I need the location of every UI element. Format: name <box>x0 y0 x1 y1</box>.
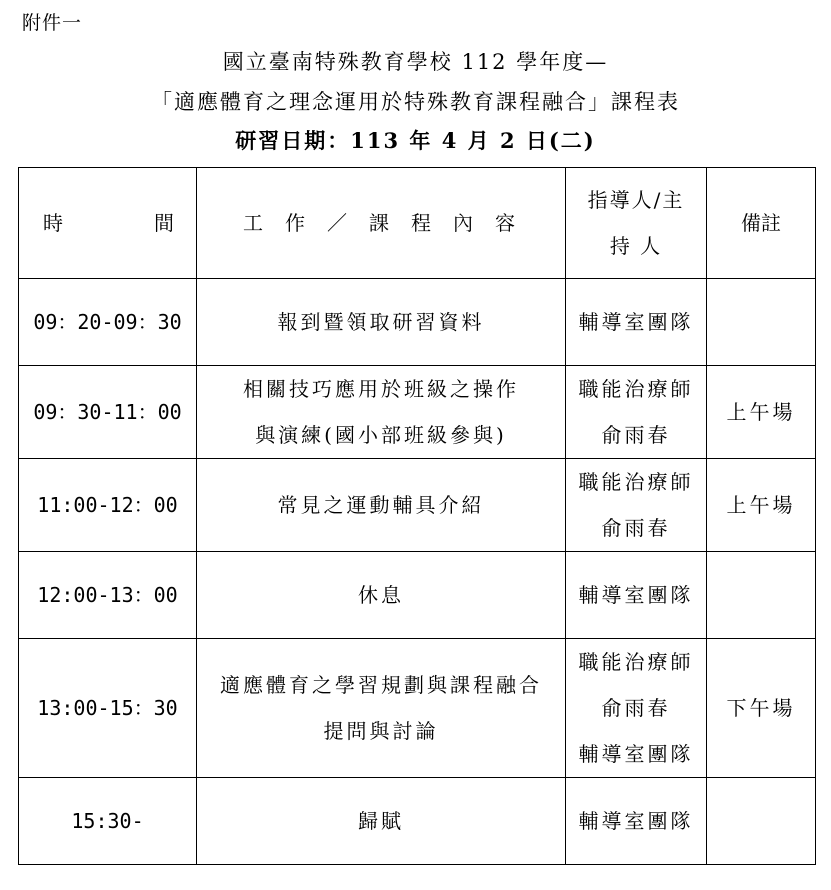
content-line: 相關技巧應用於班級之操作 <box>243 377 519 401</box>
workshop-date: 研習日期：113 年 4 月 2 日(二) <box>235 128 596 153</box>
time-cell: 12:00-13：00 <box>19 552 197 639</box>
content-cell <box>197 279 566 366</box>
table-row <box>19 778 816 865</box>
header-content-label: 工作／課程內容 <box>243 211 537 235</box>
content-line: 與演練(國小部班級參與) <box>255 423 507 447</box>
host-cell <box>566 778 707 865</box>
note-cell: 下午場 <box>707 639 816 778</box>
host-cell <box>566 279 707 366</box>
header-note-label: 備註 <box>741 211 781 235</box>
table-header-row <box>19 168 816 279</box>
content-line: 歸賦 <box>358 809 404 833</box>
host-line: 俞雨春 <box>601 516 671 540</box>
content-cell <box>197 552 566 639</box>
header-host-line-2: 持 人 <box>609 234 663 258</box>
time-cell: 15:30- <box>19 778 197 865</box>
content-line: 適應體育之學習規劃與課程融合 <box>220 673 542 697</box>
content-line: 常見之運動輔具介紹 <box>277 493 485 517</box>
host-line: 輔導室團隊 <box>578 742 694 766</box>
content-line: 休息 <box>358 583 404 607</box>
table-row <box>19 279 816 366</box>
content-cell <box>197 366 566 459</box>
header-time <box>19 168 197 279</box>
header-note <box>707 168 816 279</box>
header-host-line-1: 指導人/主 <box>587 188 685 212</box>
document-title-line-2: 「適應體育之理念運用於特殊教育課程融合」課程表 <box>151 90 680 114</box>
time-cell: 09：30-11：00 <box>19 366 197 459</box>
header-time-char-1: 時 <box>43 211 63 235</box>
host-line: 職能治療師 <box>578 470 694 494</box>
note-cell: 上午場 <box>707 366 816 459</box>
table-row <box>19 459 816 552</box>
schedule-body <box>19 279 816 865</box>
host-cell <box>566 552 707 639</box>
host-cell <box>566 459 707 552</box>
time-cell: 09：20-09：30 <box>19 279 197 366</box>
document-title-line-1: 國立臺南特殊教育學校 112 學年度— <box>222 50 609 74</box>
note-cell <box>707 778 816 865</box>
host-line: 輔導室團隊 <box>578 310 694 334</box>
content-cell <box>197 459 566 552</box>
table-row <box>19 366 816 459</box>
note-cell <box>707 552 816 639</box>
host-line: 輔導室團隊 <box>578 583 694 607</box>
header-content <box>197 168 566 279</box>
host-cell <box>566 639 707 778</box>
schedule-table <box>18 167 816 865</box>
table-row <box>19 552 816 639</box>
header-time-char-2: 間 <box>154 211 174 235</box>
header-host <box>566 168 707 279</box>
host-cell <box>566 366 707 459</box>
table-row <box>19 639 816 778</box>
host-line: 職能治療師 <box>578 650 694 674</box>
time-cell: 13:00-15：30 <box>19 639 197 778</box>
host-line: 俞雨春 <box>601 423 671 447</box>
content-line: 提問與討論 <box>323 719 439 743</box>
host-line: 俞雨春 <box>601 696 671 720</box>
note-cell <box>707 279 816 366</box>
content-cell <box>197 778 566 865</box>
content-line: 報到暨領取研習資料 <box>277 310 485 334</box>
host-line: 輔導室團隊 <box>578 809 694 833</box>
time-cell: 11:00-12：00 <box>19 459 197 552</box>
annex-label: 附件一 <box>22 12 83 34</box>
content-cell <box>197 639 566 778</box>
note-cell: 上午場 <box>707 459 816 552</box>
host-line: 職能治療師 <box>578 377 694 401</box>
